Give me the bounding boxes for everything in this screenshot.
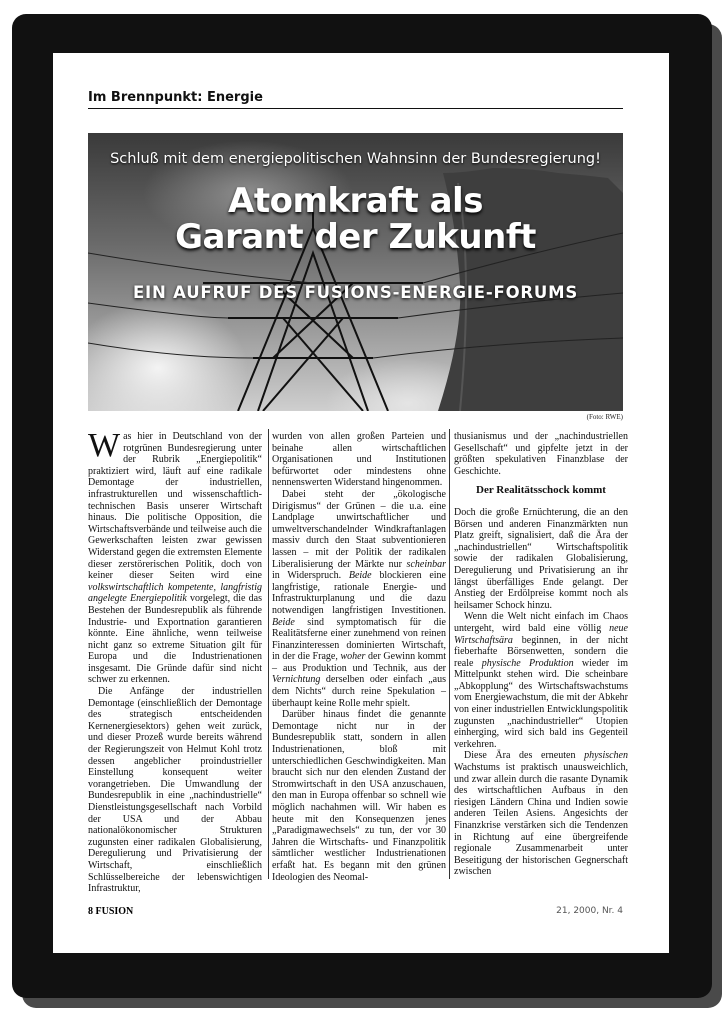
hero-subtitle: Schluß mit dem energiepolitischen Wahnsinn der Bundesregierung! xyxy=(110,151,601,167)
hero-title-line-1: Atomkraft als xyxy=(228,181,483,221)
article-column-2 xyxy=(272,431,446,883)
paragraph: wurden von allen großen Parteien und beinahe allen wirtschaftlichen Organisationen und Institutionen befürwortet oder mindestens ohne nennenswerten Widerstand hingenommen. xyxy=(272,431,446,489)
drop-cap: W xyxy=(88,427,121,464)
page-footer-left xyxy=(88,906,133,917)
hero-photo xyxy=(88,133,623,411)
paragraph: Dabei steht der „ökologische Dirigismus“ der Grünen – die u.a. eine Landplage unwirtschaftlicher und umweltverschandelnder Windkraftanlagen massiv durch den Staat subventionieren lassen – mit der Politik der radikalen Liberalisierung der Märkte nur scheinbar in Widerspruch. Beide blockieren eine langfristige, rationale Energie- und Infrastrukturplanung und die dazu notwendigen langfristigen Investitionen. Beide sind symptomatisch für die Realitätsferne einer zunehmend von reinen Finanzinteressen dominierten Wirtschaft, in der die Frage, woher der Gewinn kommt – aus Produktion und Technik, aus der Vernichtung derselben oder einfach „aus dem Nichts“ durch reine Spekulation – überhaupt keine Rolle mehr spielt. xyxy=(272,488,446,709)
paragraph: Was hier in Deutschland von der rotgrünen Bundesregierung unter der Rubrik „Energiepolitik“ praktiziert wird, läuft auf eine radikale Demontage der industriellen, infrastrukturellen und wissenschaftlich-technischen Basis unserer Wirtschaft hinaus. Die politische Opposition, die Wirtschaftsverbände und teilweise auch die Gewerkschaften leisten zwar gewissen Widerstand gegen die extremsten Elemente dieser zerstörerischen Politik, doch von keiner dieser Seiten wird eine volkswirtschaftlich kompetente, langfristig angelegte Energiepolitik vorgelegt, die das Bestehen der Bundesrepublik als führende Industrie- und Exportnation garantieren könnte. Eine ähnliche, wenn teilweise nicht ganz so extreme Situation gilt für Europa und die Industrienationen insgesamt. Die Gründe dafür sind nicht schwer zu erkennen. xyxy=(88,427,262,686)
article-column-3 xyxy=(454,431,628,878)
paragraph: Diese Ära des erneuten physischen Wachstums ist praktisch unausweichlich, und zwar allein durch die rasante Dynamik des wirtschaftlichen Aufbaus in den riesigen Ländern China und Indien sowie anderen Teilen Asiens. Angesichts der Finanzkrise verstärken sich die Tendenzen in Richtung auf eine übergreifende regionale Zusammenarbeit unter Beseitigung der historischen Gegnerschaft zwischen xyxy=(454,750,628,878)
paragraph: Darüber hinaus findet die genannte Demontage nicht nur in der Bundesrepublik statt, sondern in allen Industrienationen, bloß mit unterschiedlichen Geschwindigkeiten. Man braucht sich nur den elenden Zustand der Stromwirtschaft in den USA anzuschauen, den man in Europa offenbar so schnell wie möglich nachahmen will. Wir haben es heute mit den Konsequenzen jenes „Paradigmawechsels“ zu tun, der vor 30 Jahren die Wirtschafts- und Finanzpolitik sämtlicher westlicher Industrienationen erfaßt hat. Es begann mit den grünen Ideologien des Neomal- xyxy=(272,709,446,883)
article-column-1 xyxy=(88,427,262,895)
paragraph: thusianismus und der „nachindustriellen Gesellschaft“ und gipfelte jetzt in der größten spekulativen Finanzblase der Geschichte. xyxy=(454,431,628,477)
column-rule-1 xyxy=(268,429,269,879)
photo-credit: (Foto: RWE) xyxy=(586,413,623,421)
hero-title xyxy=(88,183,623,255)
subheading: Der Realitätsschock kommt xyxy=(476,484,606,497)
magazine-name: FUSION xyxy=(95,906,134,917)
hero-title-line-2: Garant der Zukunft xyxy=(175,217,536,257)
section-kicker: Im Brennpunkt: Energie xyxy=(88,90,623,109)
power-pylon-image xyxy=(88,133,623,411)
paragraph: Doch die große Ernüchterung, die an den Börsen und anderen Finanzmärkten nun Platz greift, signalisiert, daß die Ära der „nachindustriellen“ Wirtschaftspolitik sowie der radikalen Globalisierung, Deregulierung und Privatisierung an ihr längst überfälliges Ende gelangt. Der Anstieg der Erdölpreise kommt noch als heilsamer Schock hinzu. xyxy=(454,506,628,611)
page-number: 8 xyxy=(88,906,93,917)
column-rule-2 xyxy=(449,429,450,879)
issue-info: 21, 2000, Nr. 4 xyxy=(556,906,623,916)
hero-call: EIN AUFRUF DES FUSIONS-ENERGIE-FORUMS xyxy=(132,283,579,302)
magazine-page xyxy=(53,53,669,953)
paragraph: Wenn die Welt nicht einfach im Chaos untergeht, wird bald eine völlig neue Wirtschaftsära beginnen, in der nicht fieberhafte Börsenwetten, sondern die reale physische Produktion wieder im Mittelpunkt stehen wird. Die scheinbare „Abkopplung“ des Wirtschaftswachstums vom Energiewachstum, die mit der Abkehr von einer industriellen Entwicklungspolitik zugunsten „nachindustrieller“ Utopien einherging, wird sich bald ins Gegenteil verkehren. xyxy=(454,611,628,750)
paragraph: Die Anfänge der industriellen Demontage (einschließlich der Demontage des strategisch entscheidenden Kernenergiesektors) gehen weit zurück, und dieser Prozeß wurde bereits während der Regierungszeit von Helmut Kohl trotz dessen angeblicher proindustrieller Einstellung konsequent weiter vorangetrieben. Die Umwandlung der Bundesrepublik in eine „nachindustrielle“ Dienstleistungsgesellschaft nach Vorbild der USA und der Abbau nationalökonomischer Strukturen zugunsten einer radikalen Globalisierung, Deregulierung und Privatisierung der Wirtschaft, einschließlich Schlüsselbereiche der lebenswichtigen Infrastruktur, xyxy=(88,686,262,895)
